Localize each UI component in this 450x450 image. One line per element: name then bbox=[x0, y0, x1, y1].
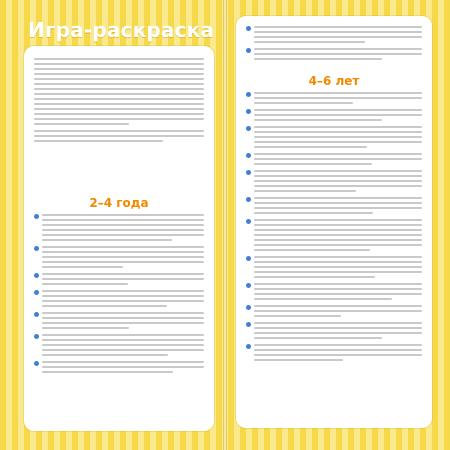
text-line-placeholder bbox=[42, 251, 204, 253]
text-line-placeholder bbox=[42, 361, 204, 363]
list-item bbox=[246, 109, 422, 121]
text-line-placeholder bbox=[42, 214, 204, 216]
text-line-placeholder bbox=[254, 212, 373, 214]
paragraph bbox=[34, 58, 204, 125]
text-line-placeholder bbox=[42, 371, 173, 373]
text-line-placeholder bbox=[254, 109, 422, 111]
text-line-placeholder bbox=[34, 93, 204, 95]
text-line-placeholder bbox=[254, 332, 422, 334]
text-line-placeholder bbox=[254, 207, 422, 209]
text-line-placeholder bbox=[254, 315, 341, 317]
text-line-placeholder bbox=[254, 354, 422, 356]
text-line-placeholder bbox=[34, 135, 204, 137]
text-line-placeholder bbox=[254, 141, 422, 143]
text-line-placeholder bbox=[254, 92, 422, 94]
text-line-placeholder bbox=[42, 234, 204, 236]
text-line-placeholder bbox=[42, 246, 204, 248]
text-line-placeholder bbox=[42, 224, 204, 226]
text-line-placeholder bbox=[42, 261, 204, 263]
text-line-placeholder bbox=[42, 317, 204, 319]
text-line-placeholder bbox=[34, 63, 204, 65]
section-heading-4-6: 4–6 лет bbox=[308, 74, 360, 88]
text-line-placeholder bbox=[34, 83, 204, 85]
text-line-placeholder bbox=[42, 266, 123, 268]
text-line-placeholder bbox=[42, 366, 204, 368]
text-line-placeholder bbox=[254, 180, 422, 182]
text-line-placeholder bbox=[42, 354, 168, 356]
text-line-placeholder bbox=[34, 68, 204, 70]
text-line-placeholder bbox=[254, 190, 356, 192]
list-item bbox=[246, 153, 422, 165]
text-line-placeholder bbox=[254, 322, 422, 324]
text-line-placeholder bbox=[254, 136, 422, 138]
text-line-placeholder bbox=[42, 339, 204, 341]
page-spine bbox=[223, 0, 227, 450]
text-line-placeholder bbox=[254, 114, 422, 116]
list-item bbox=[246, 170, 422, 192]
text-line-placeholder bbox=[42, 300, 204, 302]
text-line-placeholder bbox=[42, 283, 128, 285]
list-item bbox=[246, 197, 422, 214]
text-line-placeholder bbox=[254, 146, 367, 148]
text-line-placeholder bbox=[34, 58, 204, 60]
text-line-placeholder bbox=[254, 31, 422, 33]
text-line-placeholder bbox=[254, 349, 422, 351]
list-item bbox=[34, 290, 204, 307]
text-line-placeholder bbox=[254, 175, 422, 177]
text-line-placeholder bbox=[254, 97, 422, 99]
text-line-placeholder bbox=[254, 224, 422, 226]
text-line-placeholder bbox=[254, 266, 422, 268]
text-line-placeholder bbox=[254, 293, 422, 295]
text-line-placeholder bbox=[254, 359, 343, 361]
text-line-placeholder bbox=[254, 58, 382, 60]
text-line-placeholder bbox=[254, 261, 422, 263]
text-line-placeholder bbox=[42, 349, 204, 351]
age-4-6-text-placeholder bbox=[246, 92, 422, 366]
text-line-placeholder bbox=[254, 239, 422, 241]
text-line-placeholder bbox=[34, 73, 204, 75]
text-line-placeholder bbox=[34, 78, 204, 80]
text-line-placeholder bbox=[254, 119, 382, 121]
text-line-placeholder bbox=[254, 244, 422, 246]
section-heading-2-4: 2–4 года bbox=[89, 196, 149, 210]
list-item bbox=[246, 92, 422, 104]
list-item bbox=[246, 305, 422, 317]
text-line-placeholder bbox=[42, 290, 204, 292]
text-line-placeholder bbox=[254, 185, 422, 187]
text-line-placeholder bbox=[34, 123, 129, 125]
text-line-placeholder bbox=[42, 322, 204, 324]
paragraph bbox=[34, 130, 204, 142]
age-2-4-text-placeholder bbox=[34, 214, 204, 378]
text-line-placeholder bbox=[254, 202, 422, 204]
text-line-placeholder bbox=[42, 295, 204, 297]
text-line-placeholder bbox=[42, 219, 204, 221]
list-item bbox=[246, 126, 422, 148]
page-title: Игра-раскраска bbox=[28, 18, 215, 42]
text-line-placeholder bbox=[42, 256, 204, 258]
text-line-placeholder bbox=[34, 118, 204, 120]
list-item bbox=[246, 283, 422, 300]
text-line-placeholder bbox=[254, 256, 422, 258]
text-line-placeholder bbox=[34, 140, 163, 142]
list-item bbox=[34, 334, 204, 356]
text-line-placeholder bbox=[34, 108, 204, 110]
text-line-placeholder bbox=[42, 273, 204, 275]
list-item bbox=[34, 246, 204, 268]
list-item bbox=[246, 322, 422, 339]
text-line-placeholder bbox=[254, 48, 422, 50]
list-item bbox=[34, 273, 204, 285]
text-line-placeholder bbox=[42, 327, 129, 329]
text-line-placeholder bbox=[254, 327, 422, 329]
right-top-text-placeholder bbox=[246, 26, 422, 65]
list-item bbox=[34, 312, 204, 329]
text-line-placeholder bbox=[42, 305, 167, 307]
list-item bbox=[246, 344, 422, 361]
text-line-placeholder bbox=[254, 197, 422, 199]
text-line-placeholder bbox=[254, 310, 422, 312]
text-line-placeholder bbox=[34, 88, 204, 90]
text-line-placeholder bbox=[254, 229, 422, 231]
text-line-placeholder bbox=[254, 283, 422, 285]
text-line-placeholder bbox=[34, 113, 204, 115]
text-line-placeholder bbox=[42, 334, 204, 336]
text-line-placeholder bbox=[254, 337, 382, 339]
text-line-placeholder bbox=[254, 234, 422, 236]
text-line-placeholder bbox=[34, 130, 204, 132]
text-line-placeholder bbox=[254, 131, 422, 133]
text-line-placeholder bbox=[254, 158, 422, 160]
text-line-placeholder bbox=[42, 229, 204, 231]
list-item bbox=[246, 48, 422, 60]
text-line-placeholder bbox=[254, 153, 422, 155]
text-line-placeholder bbox=[254, 36, 422, 38]
text-line-placeholder bbox=[254, 53, 422, 55]
text-line-placeholder bbox=[34, 103, 204, 105]
text-line-placeholder bbox=[254, 219, 422, 221]
intro-text-placeholder bbox=[34, 58, 204, 147]
list-item bbox=[246, 26, 422, 43]
text-line-placeholder bbox=[254, 271, 422, 273]
list-item bbox=[246, 256, 422, 278]
text-line-placeholder bbox=[254, 126, 422, 128]
text-line-placeholder bbox=[254, 288, 422, 290]
text-line-placeholder bbox=[42, 278, 204, 280]
list-item bbox=[34, 361, 204, 373]
text-line-placeholder bbox=[254, 344, 422, 346]
text-line-placeholder bbox=[254, 249, 370, 251]
text-line-placeholder bbox=[34, 98, 204, 100]
text-line-placeholder bbox=[254, 163, 372, 165]
text-line-placeholder bbox=[42, 239, 172, 241]
text-line-placeholder bbox=[42, 344, 204, 346]
text-line-placeholder bbox=[254, 305, 422, 307]
text-line-placeholder bbox=[254, 102, 353, 104]
text-line-placeholder bbox=[42, 312, 204, 314]
list-item bbox=[246, 219, 422, 251]
text-line-placeholder bbox=[254, 170, 422, 172]
text-line-placeholder bbox=[254, 26, 422, 28]
list-item bbox=[34, 214, 204, 241]
text-line-placeholder bbox=[254, 276, 375, 278]
text-line-placeholder bbox=[254, 41, 365, 43]
text-line-placeholder bbox=[254, 298, 392, 300]
